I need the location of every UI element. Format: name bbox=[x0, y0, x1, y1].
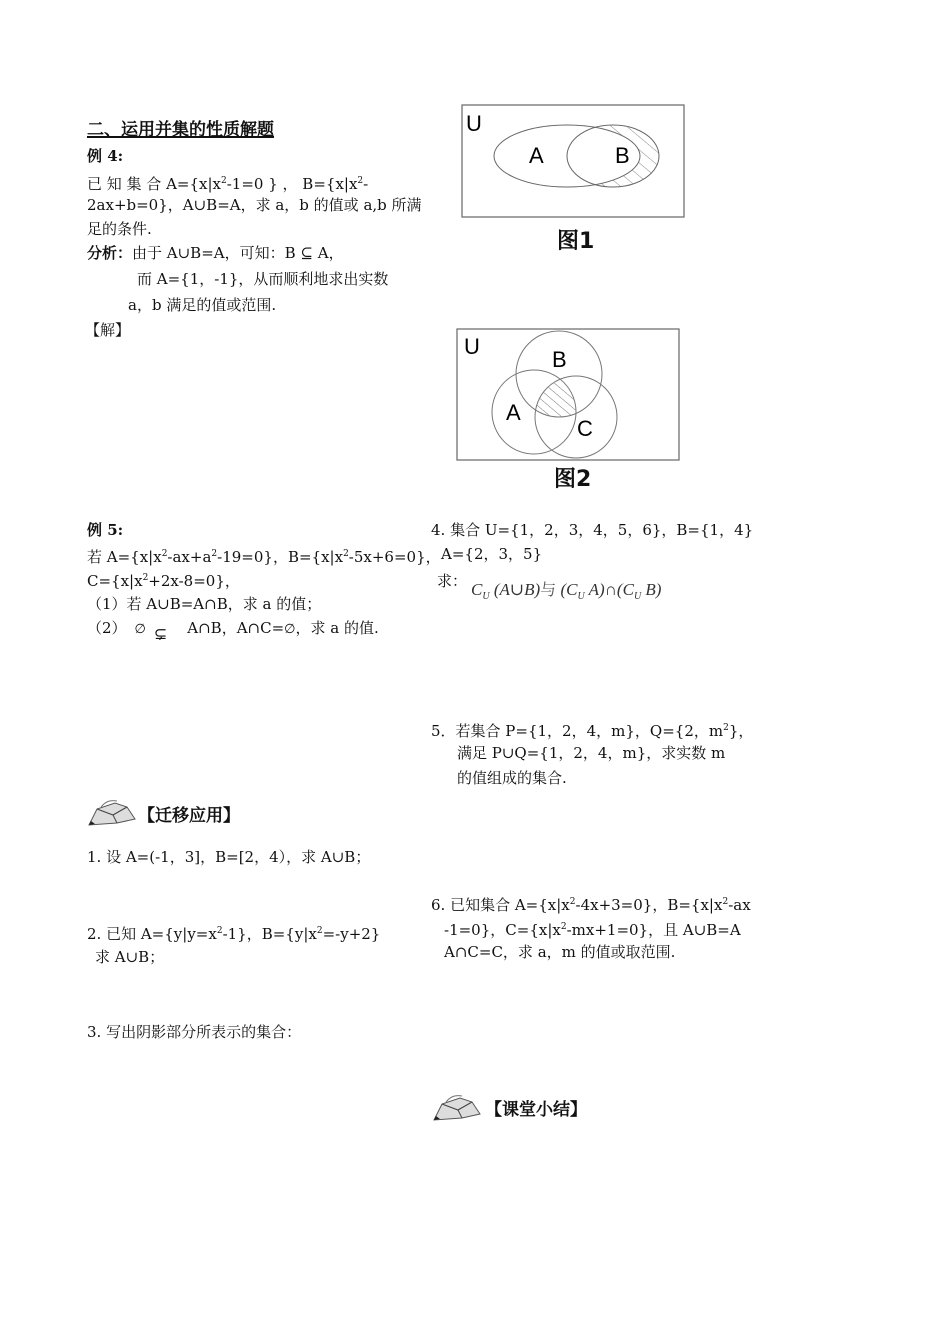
sup: 2 bbox=[357, 176, 364, 186]
p5-line1-end: }， bbox=[728, 722, 754, 740]
ex4-solution-label: 【解】 bbox=[85, 321, 131, 339]
label-c: C bbox=[577, 416, 593, 441]
sup: 2 bbox=[221, 176, 227, 186]
sup: 2 bbox=[161, 549, 168, 559]
ex5-q2-a: （2） bbox=[87, 619, 127, 637]
ex5-line1-c: -19=0}，B={x|x bbox=[217, 548, 344, 566]
ex5-q2-b: A∩B，A∩C= bbox=[187, 619, 285, 637]
label-b: B bbox=[615, 143, 630, 168]
p5-line2: 满足 P∪Q={1，2，4，m}，求实数 m bbox=[457, 744, 726, 762]
subscript-u: U bbox=[633, 591, 642, 602]
figure-2-caption: 图2 bbox=[554, 467, 592, 492]
formula-part: (C bbox=[556, 580, 578, 599]
p4-line2: A={2，3，5} bbox=[441, 545, 543, 563]
ex4-label: 例 4: bbox=[87, 147, 124, 165]
ex5-label: 例 5: bbox=[87, 521, 124, 539]
q2-part-b: -1}，B={y|x bbox=[222, 925, 317, 943]
ex4-line1-b: -1=0 } ， B={x|x bbox=[226, 175, 358, 193]
subscript-u: U bbox=[482, 591, 490, 602]
ex5-line1-a: 若 A={x|x bbox=[87, 548, 162, 566]
question-1: 1. 设 A=(-1，3]，B=[2，4），求 A∪B； bbox=[87, 848, 371, 866]
analysis-label: 分析： bbox=[87, 244, 133, 262]
section-title: 二、运用并集的性质解题 bbox=[87, 120, 274, 140]
p5-line1-a: 5．若集合 P={1，2，4，m}，Q={2，m bbox=[431, 722, 724, 740]
ex5-q2 bbox=[87, 617, 379, 641]
label-a: A bbox=[506, 400, 521, 425]
label-u: U bbox=[466, 111, 482, 136]
q2-part-c: =-y+2} bbox=[322, 925, 381, 943]
sup: 2 bbox=[142, 573, 149, 583]
venn-figure-2 bbox=[452, 325, 688, 465]
formula-and: 与 bbox=[540, 580, 557, 599]
label-u: U bbox=[464, 334, 480, 359]
formula-part: A)∩(C bbox=[584, 580, 634, 599]
sup: 2 bbox=[316, 926, 323, 936]
analysis-text-1: 由于 A∪B=A，可知：B ⊆ A， bbox=[132, 244, 344, 262]
question-2-line2: 求 A∪B； bbox=[95, 948, 165, 966]
q2-part-a: 2. 已知 A={y|y=x bbox=[87, 925, 217, 943]
ex4-analysis-3: a，b 满足的值或范围. bbox=[128, 296, 277, 314]
ex5-q2-c: ，求 a 的值. bbox=[295, 619, 379, 637]
ex5-line2-b: +2x-8=0}， bbox=[148, 572, 240, 590]
question-2-line1 bbox=[87, 920, 380, 945]
formula-part: B) bbox=[641, 580, 662, 599]
sup: 2 bbox=[722, 897, 729, 907]
ex4-line1-c: - bbox=[363, 175, 369, 193]
p5-line1 bbox=[431, 717, 753, 742]
p5-line3: 的值组成的集合. bbox=[457, 769, 567, 787]
complement-c: C bbox=[471, 580, 483, 599]
p6-line2 bbox=[444, 916, 741, 941]
p4-line1: 4. 集合 U={1，2，3，4，5，6}，B={1，4} bbox=[431, 521, 754, 539]
formula-part: (A∪B) bbox=[489, 580, 541, 599]
transfer-title: 【迁移应用】 bbox=[138, 806, 240, 826]
ex5-line1 bbox=[87, 543, 441, 568]
ex5-line1-d: -5x+6=0}， bbox=[348, 548, 441, 566]
ex5-line2 bbox=[87, 567, 240, 592]
sup: 2 bbox=[723, 723, 729, 733]
p4-formula bbox=[471, 577, 661, 610]
p6-line1 bbox=[431, 891, 751, 916]
sup: 2 bbox=[216, 926, 223, 936]
summary-title: 【课堂小结】 bbox=[485, 1100, 587, 1120]
ex5-line1-b: -ax+a bbox=[167, 548, 212, 566]
ex5-line2-a: C={x|x bbox=[87, 572, 143, 590]
p6-line1-a: 6. 已知集合 A={x|x bbox=[431, 896, 570, 914]
p4-line3: 求： bbox=[437, 572, 468, 590]
label-b: B bbox=[552, 347, 567, 372]
figure-1-caption: 图1 bbox=[557, 229, 595, 254]
p6-line2-b: -mx+1=0}，且 A∪B=A bbox=[566, 921, 741, 939]
ex5-q1: （1）若 A∪B=A∩B，求 a 的值； bbox=[87, 595, 322, 613]
sup: 2 bbox=[343, 549, 349, 559]
book-icon bbox=[432, 1092, 484, 1122]
proper-subset-symbol: ⊊ bbox=[153, 624, 168, 643]
label-a: A bbox=[529, 143, 544, 168]
ex4-line3: 足的条件. bbox=[87, 220, 152, 238]
ex4-line1 bbox=[87, 170, 368, 195]
p6-line3: A∩C=C，求 a，m 的值或取范围. bbox=[444, 943, 676, 961]
ex4-analysis-1 bbox=[87, 242, 344, 264]
question-3: 3. 写出阴影部分所表示的集合： bbox=[87, 1023, 302, 1041]
book-icon bbox=[87, 797, 139, 827]
ex4-analysis-2: 而 A={1，-1}，从而顺利地求出实数 bbox=[137, 270, 389, 288]
sup: 2 bbox=[560, 922, 567, 932]
subscript-u: U bbox=[577, 591, 585, 602]
p6-line2-a: -1=0}，C={x|x bbox=[444, 921, 561, 939]
sup: 2 bbox=[569, 897, 576, 907]
p6-line1-c: -ax bbox=[728, 896, 751, 914]
sup: 2 bbox=[211, 549, 218, 559]
venn-figure-1 bbox=[455, 100, 695, 225]
empty-set-symbol: ∅ bbox=[284, 622, 296, 637]
ex4-line2: 2ax+b=0}，A∪B=A，求 a，b 的值或 a,b 所满 bbox=[87, 196, 422, 214]
ex4-line1-a: 已 知 集 合 A={x|x bbox=[87, 175, 221, 193]
empty-set-symbol: ∅ bbox=[134, 622, 146, 637]
p6-line1-b: -4x+3=0}，B={x|x bbox=[575, 896, 723, 914]
